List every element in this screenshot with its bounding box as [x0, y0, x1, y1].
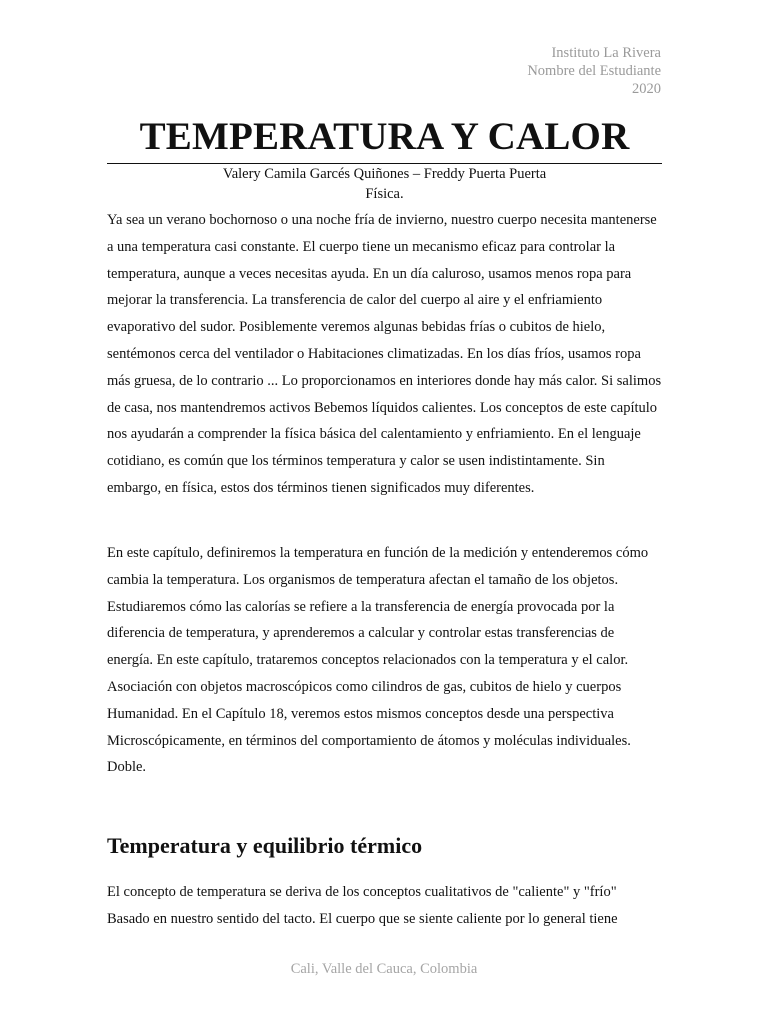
- section-paragraph: El concepto de temperatura se deriva de los conceptos cualitativos de "caliente" y "frío" Basado en nuestro sentido del tacto. El cuerpo que se siente caliente por lo general tiene: [107, 884, 618, 927]
- header-info: [527, 44, 661, 98]
- document-title: TEMPERATURA Y CALOR: [139, 115, 630, 158]
- document-year: 2020: [632, 81, 661, 97]
- section-heading: Temperatura y equilibrio térmico: [107, 833, 423, 858]
- body-paragraph: Ya sea un verano bochornoso o una noche fría de invierno, nuestro cuerpo necesita mantenerse a una temperatura casi constante. El cuerpo tiene un mecanismo eficaz para controlar la temperatura, aunque a veces necesitas ayuda. En un día caluroso, usamos menos ropa para mejorar la transferencia. La transferencia de calor del cuerpo al aire y el enfriamiento evaporativo del sudor. Posiblemente veremos algunas bebidas frías o cubitos de hielo, sentémonos cerca del ventilador o Habitaciones climatizadas. En los días fríos, usamos ropa más gruesa, de lo contrario ... Lo proporcionamos en interiores donde hay más calor. Si salimos de casa, nos mantendremos activos Bebemos líquidos calientes. Los conceptos de este capítulo nos ayudarán a comprender la física básica del calentamiento y enfriamiento. En el lenguaje cotidiano, es común que los términos temperatura y calor se usen indistintamente. Sin embargo, en física, estos dos términos tienen significados muy diferentes.: [107, 212, 662, 496]
- subject-line: Física.: [365, 186, 404, 202]
- footer-location: Cali, Valle del Cauca, Colombia: [290, 961, 478, 977]
- title-underline: [107, 163, 662, 164]
- authors-line: Valery Camila Garcés Quiñones – Freddy Puerta Puerta: [222, 166, 547, 182]
- institution-name: Instituto La Rivera: [551, 45, 661, 61]
- student-name: Nombre del Estudiante: [527, 63, 661, 79]
- body-paragraph: En este capítulo, definiremos la temperatura en función de la medición y entenderemos cómo cambia la temperatura. Los organismos de temperatura afectan el tamaño de los objetos. Estudiaremos cómo las calorías se refiere a la transferencia de energía provocada por la diferencia de temperatura, y aprenderemos a calcular y controlar estas transferencias de energía. En este capítulo, trataremos conceptos relacionados con la temperatura y el calor. Asociación con objetos macroscópicos como cilindros de gas, cubitos de hielo y cuerpos Humanidad. En el Capítulo 18, veremos estos mismos conceptos desde una perspectiva Microscópicamente, en términos del comportamiento de átomos y moléculas individuales. Doble.: [107, 545, 649, 776]
